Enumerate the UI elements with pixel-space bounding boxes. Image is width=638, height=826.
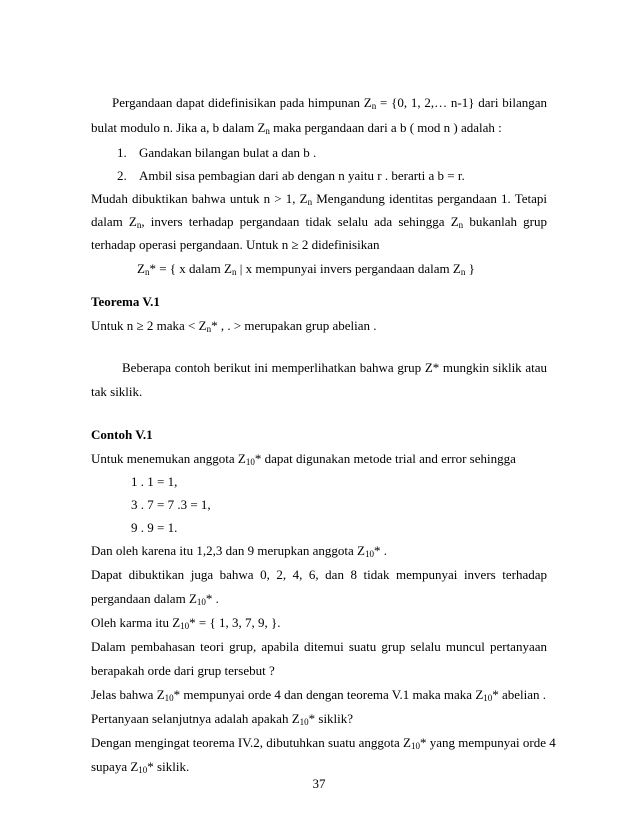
example-line-3: Dapat dibuktikan juga bahwa 0, 2, 4, 6, dan 8 tidak mempunyai invers terhadap <box>91 567 547 582</box>
theorem-statement: Untuk n ≥ 2 maka < $Z_n*$ , . > merupakan grup abelian . <box>91 318 377 334</box>
example-line-7: berapakah orde dari grup tersebut ? <box>91 663 275 678</box>
example-title: Contoh V.1 <box>91 427 153 442</box>
equation-3: 9 . 9 = 1. <box>131 520 178 535</box>
paragraph-3-line-2: tak siklik. <box>91 384 143 399</box>
theorem-title: Teorema V.1 <box>91 294 160 309</box>
paragraph-2-line-2: dalam $Z_n$, invers terhadap pergandaan tidak selalu ada sehingga $Z_n$ bukanlah grup <box>91 214 547 230</box>
step-2 <box>117 168 573 184</box>
example-line-8: Jelas bahwa $Z_{10}*$ mempunyai orde 4 dan dengan teorema V.1 maka maka $Z_{10}*$ abelian . <box>91 687 547 703</box>
step-text: Gandakan bilangan bulat a dan b . <box>139 145 317 160</box>
equation-1: 1 . 1 = 1, <box>131 474 178 489</box>
paragraph-2-line-3: terhadap operasi pergandaan. Untuk n ≥ 2 didefinisikan <box>91 237 380 252</box>
example-line-4: pergandaan dalam $Z_{10}*$ . <box>91 591 219 607</box>
paragraph-1-line-2: bulat modulo n. Jika a, b dalam $Z_n$ maka pergandaan dari a b ( mod n ) adalah : <box>91 120 502 136</box>
example-line-5: Oleh karma itu $Z_{10}*$ = { 1, 3, 7, 9, }. <box>91 615 281 631</box>
paragraph-1-line-1: Pergandaan dapat didefinisikan pada himpunan $Z_n = \{0$, 1, 2,… n-1} dari bilangan <box>112 95 547 111</box>
example-line-6: Dalam pembahasan teori grup, apabila ditemui suatu grup selalu muncul pertanyaan <box>91 639 547 654</box>
page-number: 37 <box>312 776 326 791</box>
equation-2: 3 . 7 = 7 .3 = 1, <box>131 497 211 512</box>
step-number: 2. <box>117 168 127 183</box>
example-line-1: Untuk menemukan anggota $Z_{10}*$ dapat digunakan metode trial and error sehingga <box>91 451 516 467</box>
example-line-9: Pertanyaan selanjutnya adalah apakah $Z_{10}*$ siklik? <box>91 711 354 727</box>
step-number: 1. <box>117 145 127 160</box>
example-line-10: Dengan mengingat teorema IV.2, dibutuhkan suatu anggota $Z_{10}*$ yang mempunyai orde 4 <box>91 735 556 751</box>
definition-formula: $Z_n*$ = { x dalam $Z_n$ | x mempunyai invers pergandaan dalam $Z_n$ } <box>137 261 475 277</box>
step-text: Ambil sisa pembagian dari ab dengan n yaitu r . berarti a b = r. <box>139 168 465 183</box>
example-line-2: Dan oleh karena itu 1,2,3 dan 9 merupkan anggota $Z_{10}*$ . <box>91 543 387 559</box>
paragraph-2-line-1: Mudah dibuktikan bahwa untuk n > 1, $Z_n$ Mengandung identitas pergandaan 1. Tetapi <box>91 191 548 207</box>
paragraph-3-line-1: Beberapa contoh berikut ini memperlihatkan bahwa grup Z* mungkin siklik atau <box>122 360 547 375</box>
step-1 <box>117 145 573 161</box>
example-line-11: supaya $Z_{10}*$ siklik. <box>91 759 190 775</box>
